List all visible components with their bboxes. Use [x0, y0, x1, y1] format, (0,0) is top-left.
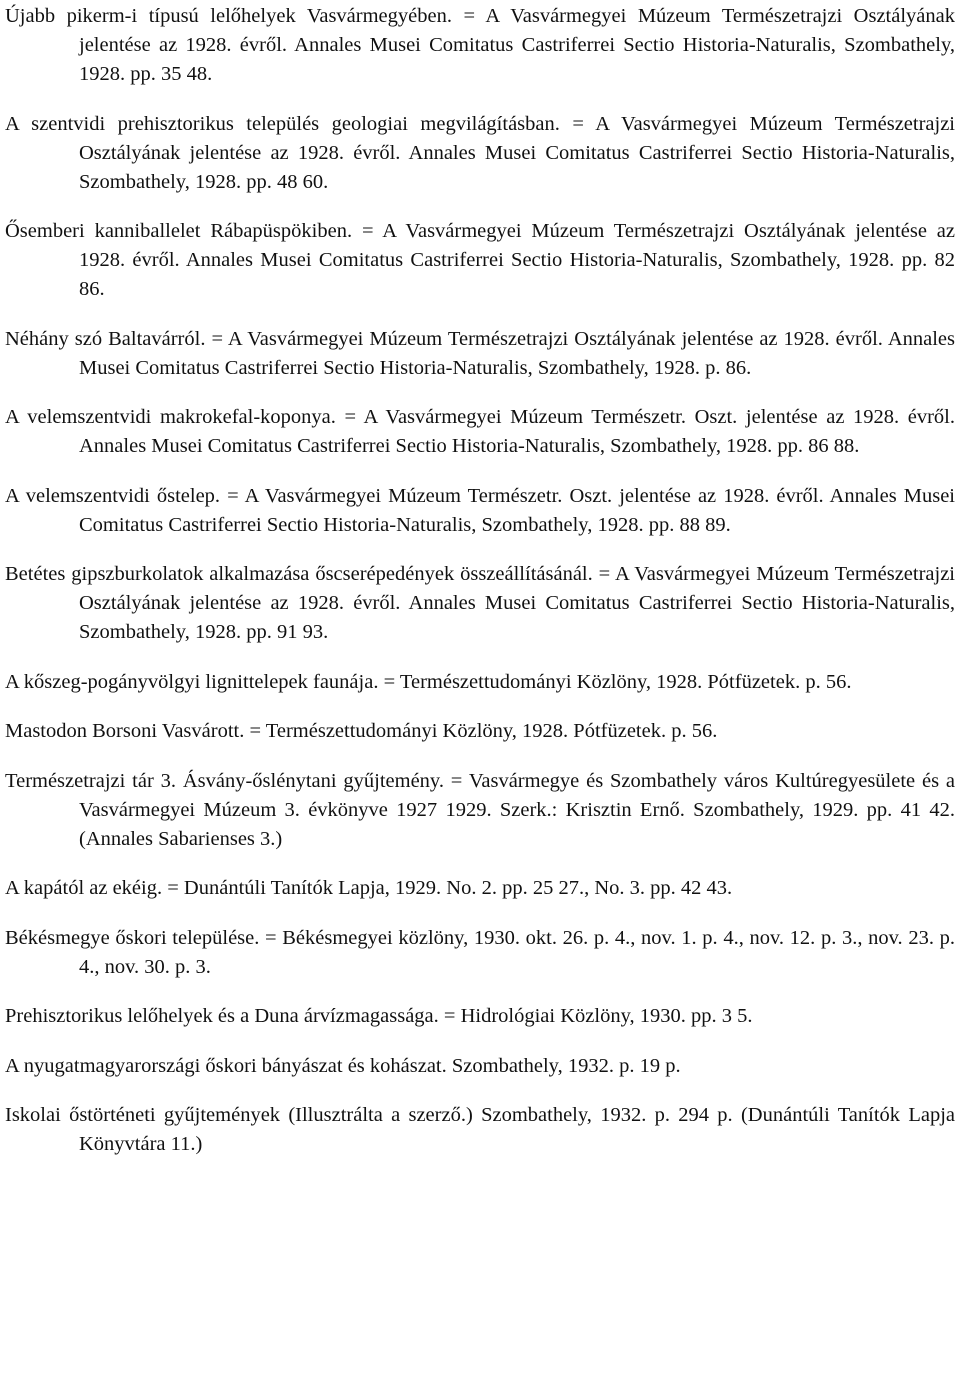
bibliography-entry: A szentvidi prehisztorikus település geologiai megvilágításban. = A Vasvármegyei Múzeum Természetrajzi Osztályának jelentése az 1928. évről. Annales Musei Comitatus Castriferrei Sectio Historia-Naturalis, Szombathely, 1928. pp. 48 60. [5, 112, 955, 193]
bibliography-entry: Mastodon Borsoni Vasvárott. = Természettudományi Közlöny, 1928. Pótfüzetek. p. 56. [5, 720, 718, 742]
bibliography-entry: A kapától az ekéig. = Dunántúli Tanítók Lapja, 1929. No. 2. pp. 25 27., No. 3. pp. 42 43. [5, 877, 733, 899]
bibliography-entry: Békésmegye őskori települése. = Békésmegyei közlöny, 1930. okt. 26. p. 4., nov. 1. p. 4., nov. 12. p. 3., nov. 23. p. 4., nov. 30. p. 3. [5, 926, 955, 978]
bibliography-entry: Újabb pikerm-i típusú lelőhelyek Vasvármegyében. = A Vasvármegyei Múzeum Természetrajzi Osztályának jelentése az 1928. évről. Annales Musei Comitatus Castriferrei Sectio Historia-Naturalis, Szombathely, 1928. pp. 35 48. [5, 5, 955, 85]
bibliography-entry: Természetrajzi tár 3. Ásvány-őslénytani gyűjtemény. = Vasvármegye és Szombathely város Kultúregyesülete és a Vasvármegyei Múzeum 3. évkönyve 1927 1929. Szerk.: Krisztin Ernő. Szombathely, 1929. pp. 41 42. (Annales Sabarienses 3.) [5, 769, 955, 850]
bibliography-entry: Néhány szó Baltavárról. = A Vasvármegyei Múzeum Természetrajzi Osztályának jelentése az 1928. évről. Annales Musei Comitatus Castriferrei Sectio Historia-Naturalis, Szombathely, 1928. p. 86. [5, 327, 955, 379]
bibliography-entry: Iskolai őstörténeti gyűjtemények (Illusztrálta a szerző.) Szombathely, 1932. p. 294 p. (Dunántúli Tanítók Lapja Könyvtára 11.) [5, 1104, 955, 1155]
bibliography-entry: Betétes gipszburkolatok alkalmazása őscserépedények összeállításánál. = A Vasvármegyei Múzeum Természetrajzi Osztályának jelentése az 1928. évről. Annales Musei Comitatus Castriferrei Sectio Historia-Naturalis, Szombathely, 1928. pp. 91 93. [5, 563, 955, 643]
bibliography-entry: A nyugatmagyarországi őskori bányászat és kohászat. Szombathely, 1932. p. 19 p. [5, 1054, 681, 1077]
bibliography-entry: A kőszeg-pogányvölgyi lignittelepek faunája. = Természettudományi Közlöny, 1928. Pótfüzetek. p. 56. [5, 670, 852, 693]
bibliography-entry: A velemszentvidi őstelep. = A Vasvármegyei Múzeum Természetr. Oszt. jelentése az 1928. évről. Annales Musei Comitatus Castriferrei Sectio Historia-Naturalis, Szombathely, 1928. pp. 88 89. [5, 484, 955, 536]
bibliography-entry: A velemszentvidi makrokefal-koponya. = A Vasvármegyei Múzeum Természetr. Oszt. jelentése az 1928. évről. Annales Musei Comitatus Castriferrei Sectio Historia-Naturalis, Szombathely, 1928. pp. 86 88. [5, 406, 955, 457]
bibliography-page [5, 2, 955, 1180]
bibliography-entry: Ősemberi kanniballelet Rábapüspökiben. = A Vasvármegyei Múzeum Természetrajzi Osztályának jelentése az 1928. évről. Annales Musei Comitatus Castriferrei Sectio Historia-Naturalis, Szombathely, 1928. pp. 82 86. [5, 220, 955, 300]
bibliography-entry: Prehisztorikus lelőhelyek és a Duna árvízmagassága. = Hidrológiai Közlöny, 1930. pp. 3 5. [5, 1005, 753, 1027]
